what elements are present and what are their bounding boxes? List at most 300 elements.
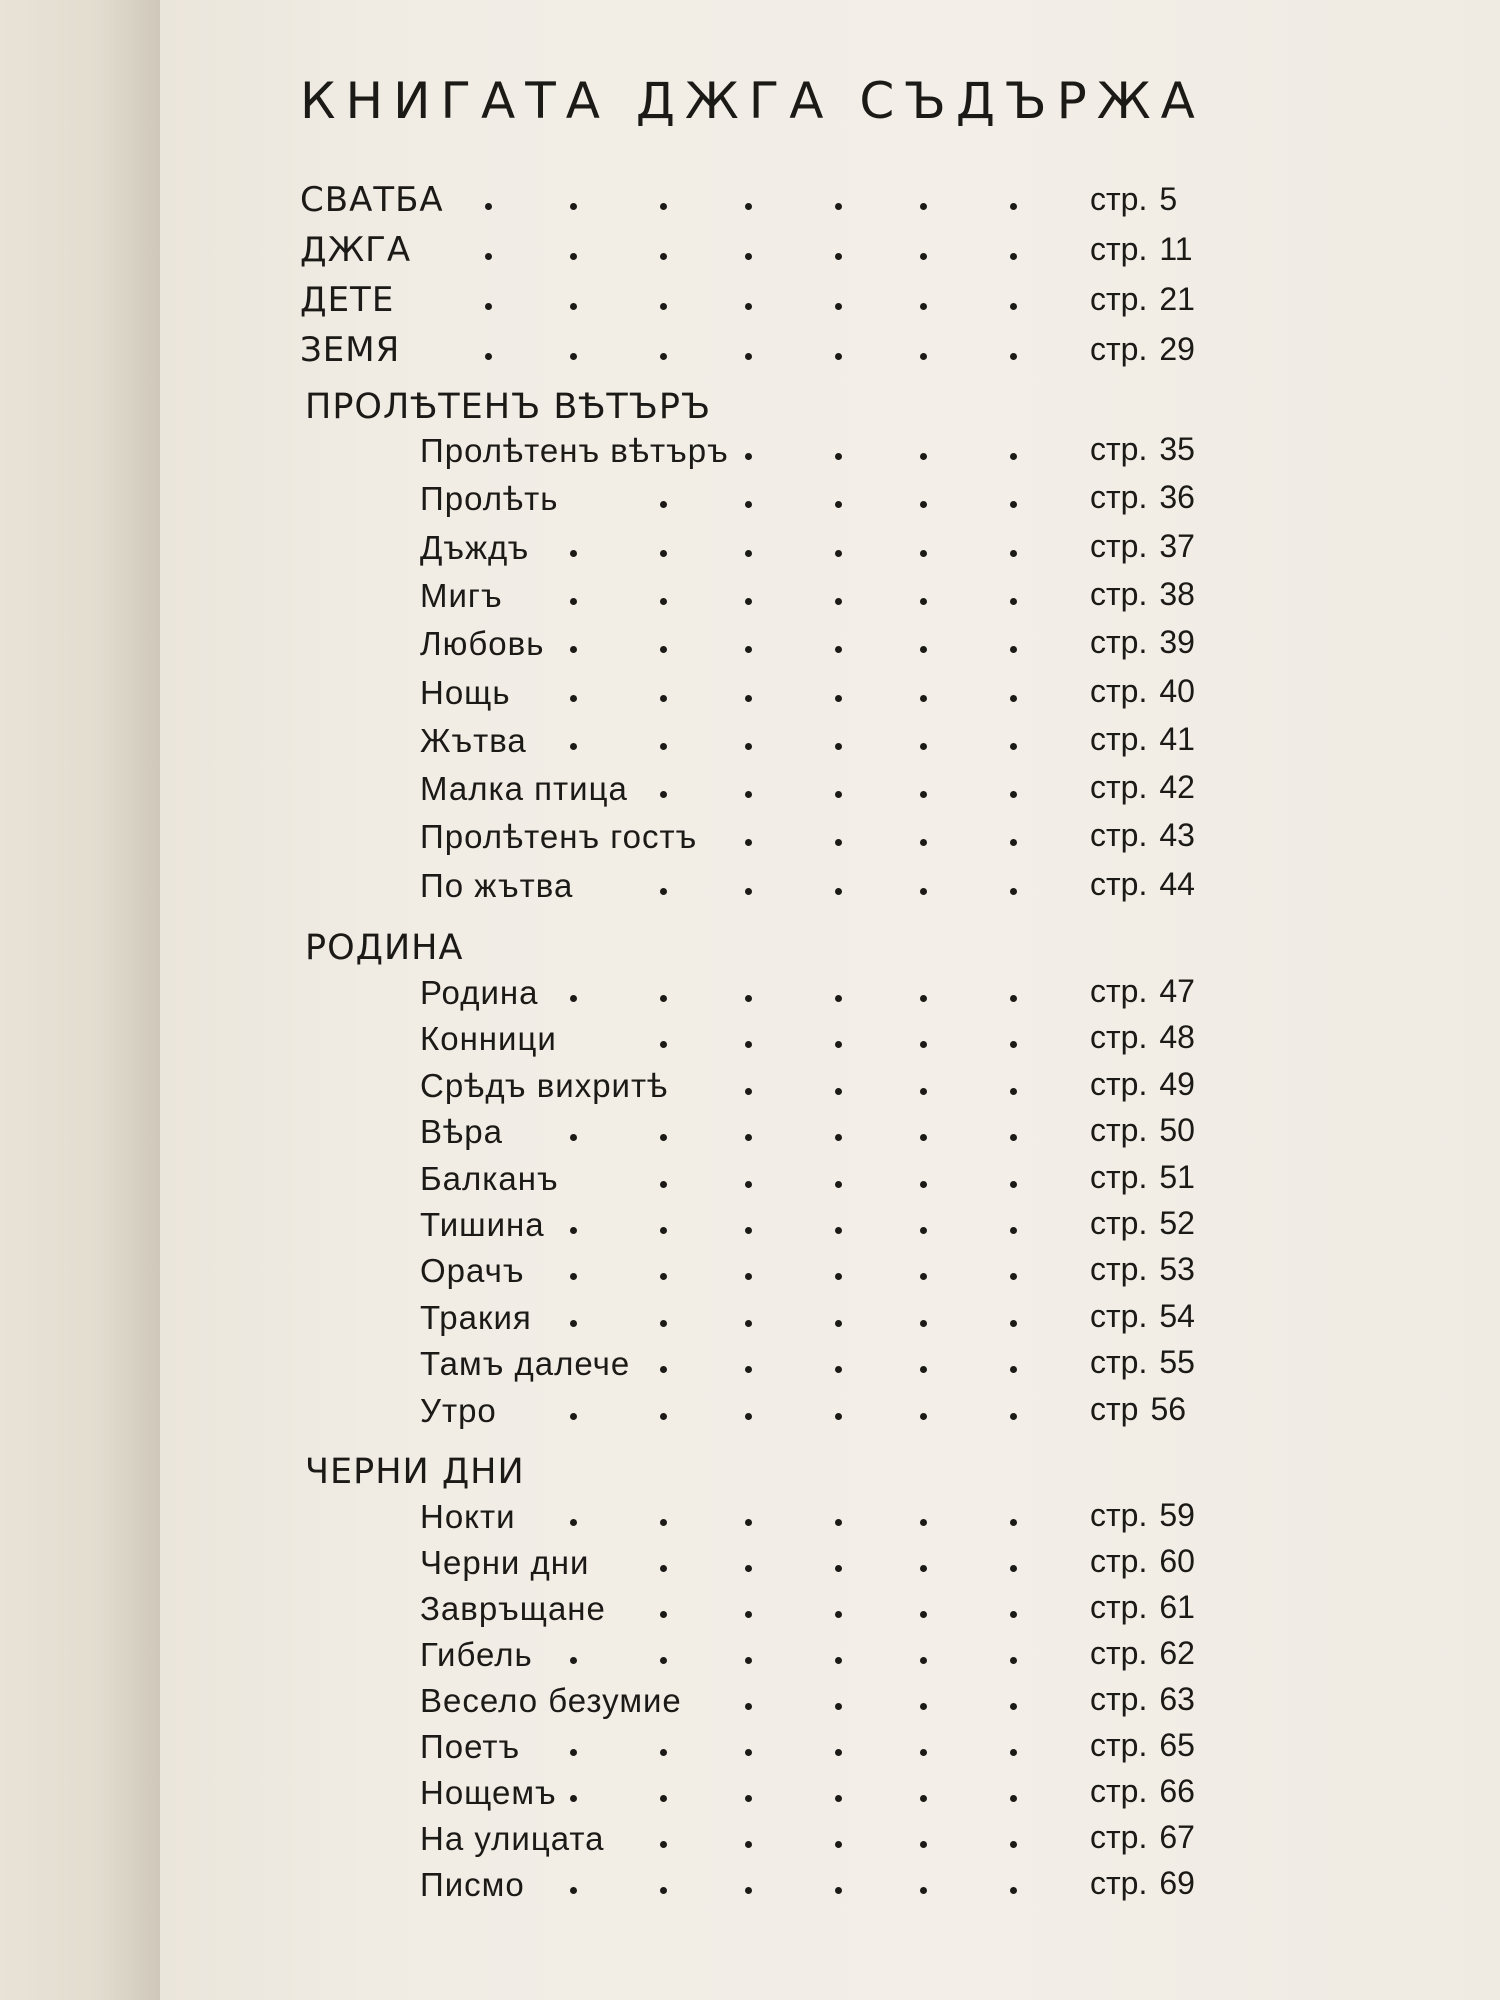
leader-dot xyxy=(1010,743,1017,750)
page-reference xyxy=(1090,1159,1219,1196)
leader-dot xyxy=(570,1413,577,1420)
page-number: 35 xyxy=(1159,431,1195,467)
page-number: 48 xyxy=(1159,1019,1195,1056)
leader-dot xyxy=(660,743,667,750)
toc-subentry xyxy=(420,1494,1220,1540)
entry-title: Пролѣтенъ гостъ xyxy=(420,818,698,856)
page-prefix: стр. xyxy=(1090,281,1148,317)
leader-dot xyxy=(835,995,842,1002)
page-number: 40 xyxy=(1159,672,1195,709)
entry-title: По жътва xyxy=(420,866,574,904)
leader-dot xyxy=(570,1519,577,1526)
entry-title: Тракия xyxy=(420,1298,532,1336)
toc-subentry xyxy=(420,1770,1220,1816)
entry-title: Пролѣтенъ вѣтъръ xyxy=(420,432,729,469)
toc-subentry xyxy=(420,1816,1220,1862)
page-number: 51 xyxy=(1159,1158,1195,1195)
leader-dot xyxy=(745,203,752,210)
toc-subentry xyxy=(420,1063,1220,1109)
leader-dot xyxy=(660,791,667,798)
entry-title: Нощь xyxy=(420,673,511,711)
leader-dot xyxy=(1010,598,1017,605)
leader-dot xyxy=(745,1227,752,1234)
toc-subentry xyxy=(420,718,1220,764)
page-number: 42 xyxy=(1159,769,1195,806)
leader-dot xyxy=(1010,253,1017,260)
leader-dot xyxy=(1010,695,1017,702)
leader-dot xyxy=(1010,646,1017,653)
leader-dot xyxy=(835,203,842,210)
leader-dot xyxy=(1010,1703,1017,1710)
toc-subentry xyxy=(420,863,1220,909)
section-heading: ЧЕРНИ ДНИ xyxy=(305,1452,525,1492)
leader-dot xyxy=(570,646,577,653)
toc-subentry xyxy=(420,1388,1220,1434)
page-prefix: стр. xyxy=(1090,1589,1148,1625)
page-prefix: стр. xyxy=(1090,1065,1148,1102)
toc-subentry xyxy=(420,1586,1220,1632)
leader-dot xyxy=(570,1320,577,1327)
entry-title: Гибель xyxy=(420,1636,533,1673)
page-reference xyxy=(1090,769,1219,806)
leader-dot xyxy=(745,550,752,557)
leader-dot xyxy=(660,1041,667,1048)
page-number: 37 xyxy=(1159,527,1195,564)
page-number: 43 xyxy=(1159,817,1195,854)
leader-dot xyxy=(570,743,577,750)
leader-dot xyxy=(1010,303,1017,310)
page-reference xyxy=(1090,673,1219,710)
toc-subentry xyxy=(420,1202,1220,1248)
leader-dot xyxy=(745,1366,752,1373)
page-prefix: стр. xyxy=(1090,1497,1148,1533)
leader-dot xyxy=(745,791,752,798)
leader-dot xyxy=(835,1227,842,1234)
entry-title: Пролѣть xyxy=(420,480,559,518)
entry-title: Дъждъ xyxy=(420,528,530,566)
page-prefix: стр. xyxy=(1090,479,1148,516)
leader-dot xyxy=(1010,1519,1017,1526)
toc-subentry xyxy=(420,970,1220,1016)
toc-subentry xyxy=(420,1016,1220,1062)
leader-dot xyxy=(570,1657,577,1664)
leader-dot xyxy=(920,453,927,460)
leader-dot xyxy=(835,1887,842,1894)
toc-subentry xyxy=(420,573,1220,619)
page-prefix: стр. xyxy=(1090,1727,1148,1763)
leader-dot xyxy=(1010,1611,1017,1618)
entry-title: Тишина xyxy=(420,1206,545,1243)
page-prefix: стр. xyxy=(1090,575,1148,612)
leader-dot xyxy=(920,839,927,846)
leader-dot xyxy=(570,1749,577,1756)
leader-dot xyxy=(660,598,667,605)
page-reference xyxy=(1090,1589,1219,1626)
page-prefix: стр. xyxy=(1090,1543,1148,1579)
page-reference xyxy=(1090,1497,1219,1534)
leader-dot xyxy=(1010,1227,1017,1234)
leader-dot xyxy=(1010,353,1017,360)
leader-dot xyxy=(835,695,842,702)
leader-dot xyxy=(835,646,842,653)
leader-dot xyxy=(570,253,577,260)
page-prefix: стр. xyxy=(1090,527,1148,564)
entry-title: Тамъ далече xyxy=(420,1345,631,1383)
entry-title: Родина xyxy=(420,974,539,1011)
leader-dot xyxy=(920,203,927,210)
leader-dot xyxy=(920,646,927,653)
leader-dot xyxy=(570,1134,577,1141)
entry-title: Черни дни xyxy=(420,1544,590,1581)
leader-dot xyxy=(660,550,667,557)
page-number: 55 xyxy=(1159,1344,1195,1381)
leader-dot xyxy=(920,791,927,798)
leader-dot xyxy=(745,646,752,653)
page-prefix: стр. xyxy=(1090,181,1148,217)
leader-dot xyxy=(835,1088,842,1095)
leader-dot xyxy=(1010,1134,1017,1141)
leader-dot xyxy=(835,550,842,557)
leader-dot xyxy=(745,1749,752,1756)
page-number: 49 xyxy=(1159,1065,1195,1102)
leader-dot xyxy=(920,1041,927,1048)
leader-dot xyxy=(660,1413,667,1420)
leader-dot xyxy=(1010,501,1017,508)
leader-dot xyxy=(660,995,667,1002)
leader-dot xyxy=(1010,1181,1017,1188)
leader-dot xyxy=(835,1413,842,1420)
page-number: 67 xyxy=(1159,1819,1195,1855)
leader-dot xyxy=(745,1273,752,1280)
leader-dot xyxy=(920,303,927,310)
leader-dot xyxy=(835,1749,842,1756)
leader-dot xyxy=(745,1887,752,1894)
entry-title: Нокти xyxy=(420,1498,516,1535)
leader-dot xyxy=(660,1887,667,1894)
leader-dot xyxy=(570,598,577,605)
entry-title: СВАТБА xyxy=(300,180,444,220)
page-reference xyxy=(1090,1635,1219,1672)
toc-subentry xyxy=(420,1862,1220,1908)
page-reference xyxy=(1090,721,1219,758)
leader-dot xyxy=(570,203,577,210)
leader-dot xyxy=(835,839,842,846)
leader-dot xyxy=(660,1795,667,1802)
entry-title: Жътва xyxy=(420,721,527,759)
leader-dot xyxy=(835,598,842,605)
leader-dot xyxy=(835,1320,842,1327)
leader-dot xyxy=(835,1273,842,1280)
page-number: 41 xyxy=(1159,720,1195,757)
leader-dot xyxy=(660,888,667,895)
page-prefix: стр. xyxy=(1090,1773,1148,1809)
leader-dot xyxy=(920,1657,927,1664)
page-reference xyxy=(1090,973,1219,1010)
page-number: 62 xyxy=(1159,1635,1195,1671)
leader-dot xyxy=(835,1366,842,1373)
leader-dot xyxy=(920,253,927,260)
leader-dot xyxy=(745,1181,752,1188)
leader-dot xyxy=(920,1134,927,1141)
leader-dot xyxy=(835,253,842,260)
page-prefix: стр. xyxy=(1090,720,1148,757)
page-reference xyxy=(1090,1019,1219,1056)
leader-dot xyxy=(660,353,667,360)
leader-dot xyxy=(745,888,752,895)
leader-dot xyxy=(1010,1795,1017,1802)
section-heading: ПРОЛѢТЕНЪ ВѢТЪРЪ xyxy=(305,387,712,427)
leader-dot xyxy=(745,995,752,1002)
leader-dot xyxy=(1010,1366,1017,1373)
toc-subentry xyxy=(420,1341,1220,1387)
leader-dot xyxy=(1010,1273,1017,1280)
leader-dot xyxy=(920,1320,927,1327)
leader-dot xyxy=(920,353,927,360)
leader-dot xyxy=(570,1273,577,1280)
leader-dot xyxy=(745,253,752,260)
leader-dot xyxy=(660,1565,667,1572)
page-reference xyxy=(1090,281,1219,318)
leader-dot xyxy=(1010,1413,1017,1420)
page-prefix: стр. xyxy=(1090,331,1148,367)
leader-dot xyxy=(745,303,752,310)
leader-dot xyxy=(835,1611,842,1618)
leader-dot xyxy=(920,995,927,1002)
leader-dot xyxy=(835,1134,842,1141)
leader-dot xyxy=(570,550,577,557)
page-number: 56 xyxy=(1150,1390,1187,1427)
entry-title: Весело безумие xyxy=(420,1682,682,1719)
toc-subentry xyxy=(420,621,1220,667)
leader-dot xyxy=(1010,1088,1017,1095)
leader-dot xyxy=(1010,839,1017,846)
page-number: 54 xyxy=(1159,1297,1195,1334)
page-reference xyxy=(1090,1681,1219,1718)
leader-dot xyxy=(570,1227,577,1234)
leader-dot xyxy=(660,1749,667,1756)
leader-dot xyxy=(1010,1320,1017,1327)
toc-entry xyxy=(300,328,1220,374)
leader-dot xyxy=(660,1273,667,1280)
leader-dot xyxy=(1010,1749,1017,1756)
leader-dot xyxy=(920,1273,927,1280)
page-prefix: стр. xyxy=(1090,1865,1148,1901)
entry-title: Балканъ xyxy=(420,1159,559,1197)
leader-dot xyxy=(745,501,752,508)
leader-dot xyxy=(660,1134,667,1141)
leader-dot xyxy=(920,1611,927,1618)
leader-dot xyxy=(920,1749,927,1756)
entry-title: Вѣра xyxy=(420,1113,503,1151)
leader-dot xyxy=(485,253,492,260)
page-prefix: стр. xyxy=(1090,769,1148,806)
leader-dot xyxy=(1010,550,1017,557)
leader-dot xyxy=(660,1657,667,1664)
toc-entry xyxy=(300,278,1220,324)
page-number: 11 xyxy=(1159,231,1193,267)
page-prefix: стр. xyxy=(1090,973,1148,1009)
toc-subentry xyxy=(420,766,1220,812)
page-reference xyxy=(1090,1543,1219,1580)
leader-dot xyxy=(745,1657,752,1664)
leader-dot xyxy=(570,995,577,1002)
leader-dot xyxy=(485,353,492,360)
leader-dot xyxy=(1010,453,1017,460)
leader-dot xyxy=(1010,1041,1017,1048)
leader-dot xyxy=(745,353,752,360)
entry-title: Срѣдъ вихритѣ xyxy=(420,1066,669,1104)
leader-dot xyxy=(660,1181,667,1188)
leader-dot xyxy=(485,303,492,310)
page-prefix: стр. xyxy=(1090,1681,1148,1717)
leader-dot xyxy=(835,1841,842,1848)
leader-dot xyxy=(920,888,927,895)
leader-dot xyxy=(570,1795,577,1802)
leader-dot xyxy=(660,646,667,653)
page-reference xyxy=(1090,331,1219,368)
leader-dot xyxy=(835,453,842,460)
leader-dot xyxy=(660,303,667,310)
entry-title: Конници xyxy=(420,1020,557,1058)
leader-dot xyxy=(835,1795,842,1802)
leader-dot xyxy=(835,1519,842,1526)
leader-dot xyxy=(920,695,927,702)
leader-dot xyxy=(745,1519,752,1526)
page-number: 60 xyxy=(1159,1543,1195,1579)
leader-dot xyxy=(835,303,842,310)
page-prefix: стр. xyxy=(1090,431,1148,467)
leader-dot xyxy=(660,695,667,702)
leader-dot xyxy=(920,743,927,750)
leader-dot xyxy=(920,1366,927,1373)
leader-dot xyxy=(920,1088,927,1095)
page-reference xyxy=(1090,1865,1219,1902)
page-number: 66 xyxy=(1159,1773,1195,1809)
leader-dot xyxy=(660,1227,667,1234)
page-reference xyxy=(1090,479,1219,516)
entry-title: Нощемъ xyxy=(420,1774,557,1811)
toc-subentry xyxy=(420,670,1220,716)
entry-title: Любовь xyxy=(420,625,545,663)
leader-dot xyxy=(1010,995,1017,1002)
page-number: 65 xyxy=(1159,1727,1195,1763)
page-reference xyxy=(1090,1344,1219,1381)
leader-dot xyxy=(835,1703,842,1710)
page-prefix: стр. xyxy=(1090,1112,1148,1149)
page-number: 39 xyxy=(1159,624,1195,661)
leader-dot xyxy=(660,1841,667,1848)
page-prefix: стр. xyxy=(1090,672,1148,709)
leader-dot xyxy=(745,1041,752,1048)
leader-dot xyxy=(570,303,577,310)
leader-dot xyxy=(835,1565,842,1572)
page-reference xyxy=(1090,181,1219,218)
page-prefix: стр. xyxy=(1090,1251,1148,1288)
page-reference xyxy=(1090,431,1219,468)
leader-dot xyxy=(660,253,667,260)
page-reference xyxy=(1090,231,1219,268)
leader-dot xyxy=(745,1703,752,1710)
entry-title: Мигъ xyxy=(420,576,503,614)
leader-dot xyxy=(835,1181,842,1188)
leader-dot xyxy=(570,1887,577,1894)
page-number: 5 xyxy=(1159,181,1178,217)
page-reference xyxy=(1090,1251,1219,1288)
page-prefix: стр. xyxy=(1090,1635,1148,1671)
leader-dot xyxy=(745,1320,752,1327)
page-title: КНИГАТА ДЖГА СЪДЪРЖА xyxy=(300,72,1205,130)
toc-subentry xyxy=(420,1156,1220,1202)
leader-dot xyxy=(660,1519,667,1526)
leader-dot xyxy=(745,839,752,846)
leader-dot xyxy=(920,1227,927,1234)
page-number: 38 xyxy=(1159,575,1195,612)
leader-dot xyxy=(1010,888,1017,895)
toc-subentry xyxy=(420,476,1220,522)
leader-dot xyxy=(835,501,842,508)
page-number: 61 xyxy=(1159,1589,1195,1625)
leader-dot xyxy=(745,1795,752,1802)
leader-dot xyxy=(745,1413,752,1420)
toc-subentry xyxy=(420,1540,1220,1586)
page-prefix: стр. xyxy=(1090,865,1148,902)
page-reference xyxy=(1090,817,1219,854)
leader-dot xyxy=(485,203,492,210)
page-reference xyxy=(1090,1819,1219,1856)
page-reference xyxy=(1090,1773,1219,1810)
page-number: 29 xyxy=(1159,331,1195,367)
leader-dot xyxy=(660,1366,667,1373)
leader-dot xyxy=(1010,791,1017,798)
leader-dot xyxy=(835,353,842,360)
leader-dot xyxy=(660,1320,667,1327)
page-prefix: стр. xyxy=(1090,1344,1148,1381)
page-number: 21 xyxy=(1159,281,1195,317)
toc-subentry xyxy=(420,1632,1220,1678)
page-number: 59 xyxy=(1159,1497,1195,1533)
page-number: 69 xyxy=(1159,1865,1195,1901)
leader-dot xyxy=(745,453,752,460)
leader-dot xyxy=(920,598,927,605)
page-number: 36 xyxy=(1159,479,1195,516)
page-reference xyxy=(1090,1066,1219,1103)
page-number: 52 xyxy=(1159,1205,1195,1241)
page-prefix: стр xyxy=(1090,1390,1139,1427)
leader-dot xyxy=(745,1611,752,1618)
entry-title: ЗЕМЯ xyxy=(300,330,401,370)
page-reference xyxy=(1090,576,1219,613)
leader-dot xyxy=(745,1088,752,1095)
entry-title: Завръщане xyxy=(420,1590,606,1627)
page-reference xyxy=(1090,624,1219,661)
page-prefix: стр. xyxy=(1090,1819,1148,1855)
toc-entry xyxy=(300,228,1220,274)
entry-title: Малка птица xyxy=(420,770,628,808)
leader-dot xyxy=(920,1887,927,1894)
entry-title: Поетъ xyxy=(420,1728,521,1765)
leader-dot xyxy=(920,1181,927,1188)
page-reference xyxy=(1090,528,1219,565)
leader-dot xyxy=(835,791,842,798)
toc-subentry xyxy=(420,428,1220,474)
leader-dot xyxy=(745,1565,752,1572)
page-number: 53 xyxy=(1159,1251,1195,1288)
page-prefix: стр. xyxy=(1090,1158,1148,1195)
leader-dot xyxy=(835,1657,842,1664)
leader-dot xyxy=(835,888,842,895)
page-prefix: стр. xyxy=(1090,1019,1148,1056)
leader-dot xyxy=(745,743,752,750)
